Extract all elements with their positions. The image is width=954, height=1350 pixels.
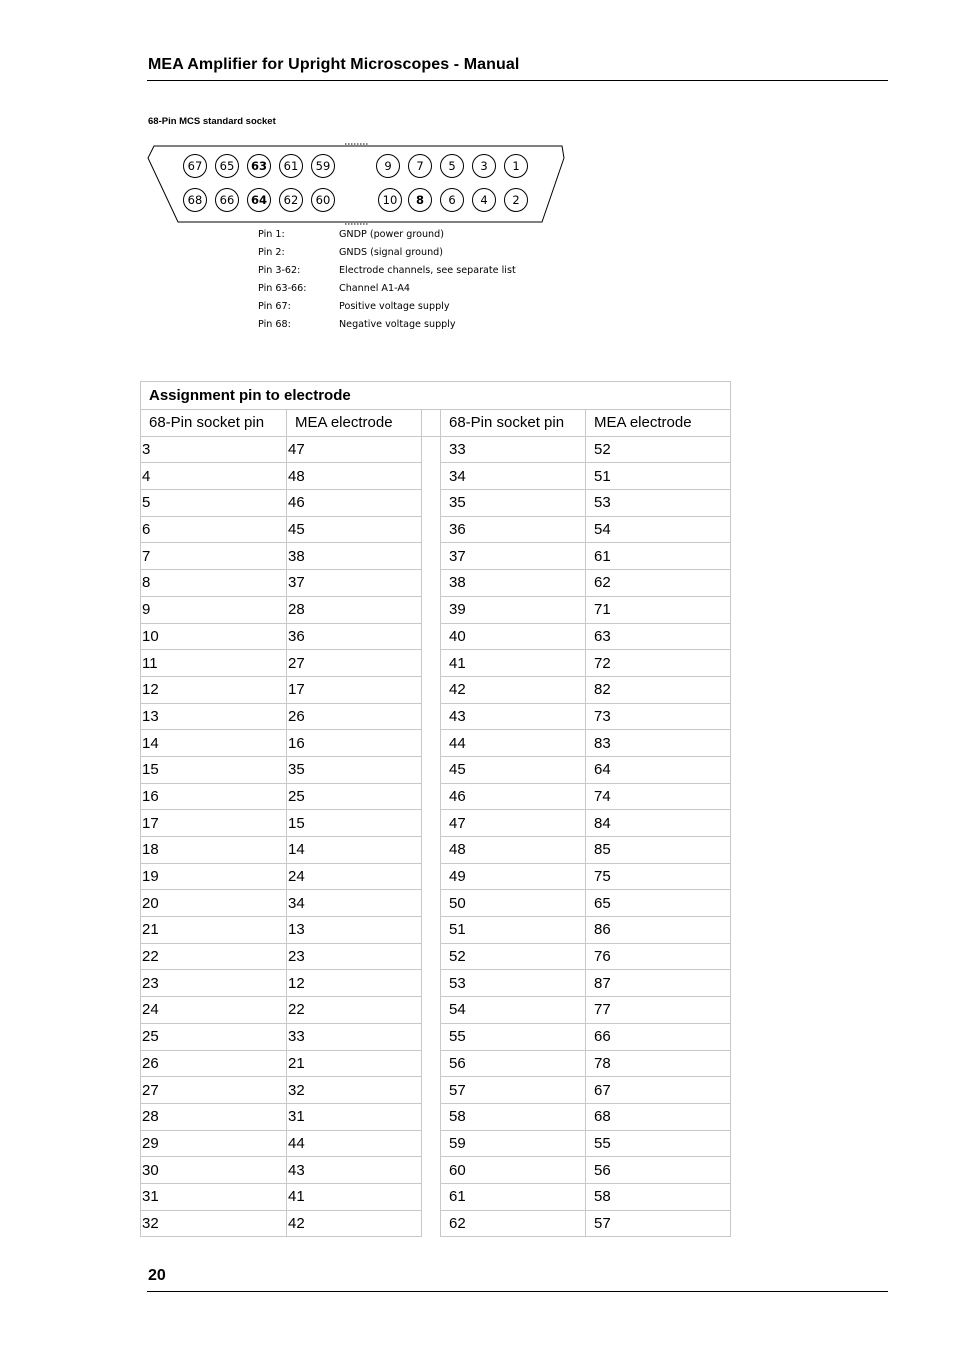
cell-mea-electrode: 35 <box>287 756 422 783</box>
cell-socket-pin: 7 <box>141 543 287 570</box>
cell-socket-pin: 13 <box>141 703 287 730</box>
table-row <box>141 570 731 597</box>
table-row <box>141 917 731 944</box>
cell-socket-pin: 44 <box>441 730 586 757</box>
cell-socket-pin: 33 <box>441 436 586 463</box>
cell-mea-electrode: 44 <box>287 1130 422 1157</box>
table-row <box>141 1130 731 1157</box>
column-gap <box>422 1050 441 1077</box>
column-gap <box>422 1023 441 1050</box>
socket-pin-label: 7 <box>416 159 424 173</box>
cell-mea-electrode: 27 <box>287 650 422 677</box>
legend-description: Channel A1-A4 <box>339 283 411 294</box>
legend-pin-label: Pin 1: <box>258 229 285 240</box>
table-row <box>141 543 731 570</box>
table-row <box>141 997 731 1024</box>
table-row <box>141 970 731 997</box>
cell-socket-pin: 11 <box>141 650 287 677</box>
legend-description: Negative voltage supply <box>339 319 456 330</box>
socket-pin-label: 9 <box>384 159 392 173</box>
table-row <box>141 837 731 864</box>
socket-pin-label: 60 <box>315 193 331 207</box>
table-row <box>141 516 731 543</box>
column-gap <box>422 1077 441 1104</box>
cell-mea-electrode: 71 <box>586 596 731 623</box>
cell-mea-electrode: 21 <box>287 1050 422 1077</box>
legend-description: Electrode channels, see separate list <box>339 265 516 276</box>
table-row <box>141 1077 731 1104</box>
column-gap <box>422 703 441 730</box>
table-row <box>141 890 731 917</box>
cell-mea-electrode: 64 <box>586 756 731 783</box>
cell-socket-pin: 43 <box>441 703 586 730</box>
table-row <box>141 490 731 517</box>
cell-mea-electrode: 34 <box>287 890 422 917</box>
table-row <box>141 1103 731 1130</box>
cell-mea-electrode: 12 <box>287 970 422 997</box>
cell-socket-pin: 54 <box>441 997 586 1024</box>
column-gap <box>422 730 441 757</box>
socket-pin-label: 2 <box>512 193 520 207</box>
column-gap <box>422 970 441 997</box>
legend-description: Positive voltage supply <box>339 301 450 312</box>
column-gap <box>422 1183 441 1210</box>
cell-mea-electrode: 23 <box>287 943 422 970</box>
cell-mea-electrode: 31 <box>287 1103 422 1130</box>
socket-pin-label: 10 <box>382 193 398 207</box>
cell-mea-electrode: 13 <box>287 917 422 944</box>
cell-socket-pin: 9 <box>141 596 287 623</box>
cell-socket-pin: 10 <box>141 623 287 650</box>
cell-mea-electrode: 73 <box>586 703 731 730</box>
cell-mea-electrode: 41 <box>287 1183 422 1210</box>
socket-pin-label: 4 <box>480 193 488 207</box>
cell-socket-pin: 12 <box>141 676 287 703</box>
cell-mea-electrode: 48 <box>287 463 422 490</box>
table-row <box>141 650 731 677</box>
legend-pin-label: Pin 63-66: <box>258 283 307 294</box>
col-header-mea-electrode: MEA electrode <box>586 410 731 437</box>
cell-socket-pin: 28 <box>141 1103 287 1130</box>
cell-socket-pin: 42 <box>441 676 586 703</box>
table-row <box>141 623 731 650</box>
socket-pin-label: 1 <box>512 159 520 173</box>
legend-pin-label: Pin 68: <box>258 319 291 330</box>
legend-pin-label: Pin 3-62: <box>258 265 301 276</box>
cell-socket-pin: 29 <box>141 1130 287 1157</box>
cell-socket-pin: 24 <box>141 997 287 1024</box>
cell-socket-pin: 40 <box>441 623 586 650</box>
footer-rule <box>147 1291 888 1292</box>
page-number: 20 <box>148 1267 166 1284</box>
cell-socket-pin: 51 <box>441 917 586 944</box>
table-caption: Assignment pin to electrode <box>141 382 731 410</box>
cell-mea-electrode: 87 <box>586 970 731 997</box>
cell-mea-electrode: 56 <box>586 1157 731 1184</box>
cell-mea-electrode: 77 <box>586 997 731 1024</box>
cell-mea-electrode: 47 <box>287 436 422 463</box>
socket-pin-label: 61 <box>283 159 299 173</box>
column-gap <box>422 943 441 970</box>
cell-mea-electrode: 84 <box>586 810 731 837</box>
table-row <box>141 463 731 490</box>
column-gap <box>422 623 441 650</box>
cell-socket-pin: 56 <box>441 1050 586 1077</box>
cell-socket-pin: 3 <box>141 436 287 463</box>
socket-pin-label: 68 <box>187 193 203 207</box>
page-header-title: MEA Amplifier for Upright Microscopes - Manual <box>148 56 520 73</box>
table-row <box>141 703 731 730</box>
figure-caption: 68-Pin MCS standard socket <box>148 116 276 127</box>
column-gap <box>422 410 441 437</box>
cell-mea-electrode: 66 <box>586 1023 731 1050</box>
socket-pin-label: 59 <box>315 159 331 173</box>
socket-pin-label: 65 <box>219 159 235 173</box>
cell-socket-pin: 45 <box>441 756 586 783</box>
column-gap <box>422 516 441 543</box>
cell-mea-electrode: 46 <box>287 490 422 517</box>
cell-mea-electrode: 82 <box>586 676 731 703</box>
cell-socket-pin: 62 <box>441 1210 586 1237</box>
column-gap <box>422 650 441 677</box>
cell-mea-electrode: 28 <box>287 596 422 623</box>
cell-socket-pin: 34 <box>441 463 586 490</box>
cell-mea-electrode: 52 <box>586 436 731 463</box>
socket-outline <box>148 146 564 222</box>
cell-mea-electrode: 16 <box>287 730 422 757</box>
cell-mea-electrode: 63 <box>586 623 731 650</box>
cell-mea-electrode: 55 <box>586 1130 731 1157</box>
column-gap <box>422 463 441 490</box>
socket-pin-label: 5 <box>448 159 456 173</box>
cell-socket-pin: 18 <box>141 837 287 864</box>
cell-socket-pin: 52 <box>441 943 586 970</box>
cell-socket-pin: 6 <box>141 516 287 543</box>
cell-socket-pin: 57 <box>441 1077 586 1104</box>
cell-socket-pin: 27 <box>141 1077 287 1104</box>
column-gap <box>422 863 441 890</box>
assignment-table <box>140 381 731 1237</box>
table-row <box>141 1210 731 1237</box>
column-gap <box>422 917 441 944</box>
column-gap <box>422 570 441 597</box>
socket-pin-label: 8 <box>415 193 425 207</box>
cell-mea-electrode: 76 <box>586 943 731 970</box>
cell-socket-pin: 19 <box>141 863 287 890</box>
table-row <box>141 810 731 837</box>
column-gap <box>422 756 441 783</box>
table-row <box>141 436 731 463</box>
cell-socket-pin: 41 <box>441 650 586 677</box>
cell-mea-electrode: 83 <box>586 730 731 757</box>
column-gap <box>422 997 441 1024</box>
column-gap <box>422 1103 441 1130</box>
col-header-socket-pin: 68-Pin socket pin <box>441 410 586 437</box>
cell-mea-electrode: 58 <box>586 1183 731 1210</box>
cell-socket-pin: 58 <box>441 1103 586 1130</box>
cell-socket-pin: 46 <box>441 783 586 810</box>
cell-socket-pin: 60 <box>441 1157 586 1184</box>
cell-mea-electrode: 51 <box>586 463 731 490</box>
cell-mea-electrode: 37 <box>287 570 422 597</box>
cell-mea-electrode: 24 <box>287 863 422 890</box>
cell-mea-electrode: 57 <box>586 1210 731 1237</box>
header-rule <box>147 80 888 81</box>
socket-pin-label: 64 <box>250 193 268 207</box>
column-gap <box>422 1157 441 1184</box>
cell-socket-pin: 59 <box>441 1130 586 1157</box>
socket-pin-label: 3 <box>480 159 488 173</box>
col-header-socket-pin: 68-Pin socket pin <box>141 410 287 437</box>
col-header-mea-electrode: MEA electrode <box>287 410 422 437</box>
cell-socket-pin: 37 <box>441 543 586 570</box>
cell-mea-electrode: 14 <box>287 837 422 864</box>
cell-socket-pin: 38 <box>441 570 586 597</box>
cell-mea-electrode: 36 <box>287 623 422 650</box>
cell-mea-electrode: 68 <box>586 1103 731 1130</box>
cell-mea-electrode: 54 <box>586 516 731 543</box>
socket-pin-label: 62 <box>283 193 299 207</box>
table-row <box>141 596 731 623</box>
cell-socket-pin: 35 <box>441 490 586 517</box>
legend-description: GNDP (power ground) <box>339 229 444 240</box>
cell-socket-pin: 53 <box>441 970 586 997</box>
cell-mea-electrode: 85 <box>586 837 731 864</box>
cell-socket-pin: 36 <box>441 516 586 543</box>
table-row <box>141 863 731 890</box>
cell-socket-pin: 48 <box>441 837 586 864</box>
socket-pin-label: 66 <box>219 193 235 207</box>
cell-mea-electrode: 67 <box>586 1077 731 1104</box>
column-gap <box>422 490 441 517</box>
cell-socket-pin: 26 <box>141 1050 287 1077</box>
cell-mea-electrode: 62 <box>586 570 731 597</box>
cell-socket-pin: 50 <box>441 890 586 917</box>
column-gap <box>422 1210 441 1237</box>
cell-socket-pin: 20 <box>141 890 287 917</box>
cell-socket-pin: 47 <box>441 810 586 837</box>
cell-socket-pin: 39 <box>441 596 586 623</box>
cell-mea-electrode: 75 <box>586 863 731 890</box>
cell-socket-pin: 5 <box>141 490 287 517</box>
cell-mea-electrode: 38 <box>287 543 422 570</box>
cell-socket-pin: 55 <box>441 1023 586 1050</box>
table-row <box>141 1157 731 1184</box>
cell-socket-pin: 16 <box>141 783 287 810</box>
cell-socket-pin: 61 <box>441 1183 586 1210</box>
cell-mea-electrode: 42 <box>287 1210 422 1237</box>
cell-mea-electrode: 53 <box>586 490 731 517</box>
cell-mea-electrode: 33 <box>287 1023 422 1050</box>
cell-mea-electrode: 86 <box>586 917 731 944</box>
cell-mea-electrode: 74 <box>586 783 731 810</box>
cell-mea-electrode: 22 <box>287 997 422 1024</box>
cell-socket-pin: 49 <box>441 863 586 890</box>
column-gap <box>422 890 441 917</box>
socket-pin-label: 6 <box>448 193 456 207</box>
cell-socket-pin: 14 <box>141 730 287 757</box>
column-gap <box>422 436 441 463</box>
cell-socket-pin: 15 <box>141 756 287 783</box>
socket-pin-label: 67 <box>187 159 203 173</box>
column-gap <box>422 596 441 623</box>
legend-pin-label: Pin 67: <box>258 301 291 312</box>
cell-mea-electrode: 15 <box>287 810 422 837</box>
cell-mea-electrode: 78 <box>586 1050 731 1077</box>
column-gap <box>422 543 441 570</box>
table-row <box>141 1183 731 1210</box>
cell-socket-pin: 22 <box>141 943 287 970</box>
cell-socket-pin: 30 <box>141 1157 287 1184</box>
cell-socket-pin: 17 <box>141 810 287 837</box>
table-row <box>141 943 731 970</box>
socket-pin-label: 63 <box>250 159 268 173</box>
table-row <box>141 1050 731 1077</box>
cell-socket-pin: 8 <box>141 570 287 597</box>
legend-pin-label: Pin 2: <box>258 247 285 258</box>
column-gap <box>422 1130 441 1157</box>
cell-mea-electrode: 72 <box>586 650 731 677</box>
table-row <box>141 676 731 703</box>
cell-socket-pin: 4 <box>141 463 287 490</box>
cell-socket-pin: 21 <box>141 917 287 944</box>
legend-description: GNDS (signal ground) <box>339 247 443 258</box>
cell-mea-electrode: 61 <box>586 543 731 570</box>
cell-mea-electrode: 65 <box>586 890 731 917</box>
table-row <box>141 730 731 757</box>
column-gap <box>422 783 441 810</box>
column-gap <box>422 810 441 837</box>
socket-diagram <box>140 136 570 228</box>
cell-socket-pin: 32 <box>141 1210 287 1237</box>
table-row <box>141 756 731 783</box>
cell-mea-electrode: 45 <box>287 516 422 543</box>
cell-mea-electrode: 17 <box>287 676 422 703</box>
cell-mea-electrode: 26 <box>287 703 422 730</box>
table-row <box>141 783 731 810</box>
table-row <box>141 1023 731 1050</box>
cell-mea-electrode: 43 <box>287 1157 422 1184</box>
column-gap <box>422 837 441 864</box>
cell-socket-pin: 23 <box>141 970 287 997</box>
cell-socket-pin: 25 <box>141 1023 287 1050</box>
cell-mea-electrode: 32 <box>287 1077 422 1104</box>
column-gap <box>422 676 441 703</box>
cell-mea-electrode: 25 <box>287 783 422 810</box>
cell-socket-pin: 31 <box>141 1183 287 1210</box>
